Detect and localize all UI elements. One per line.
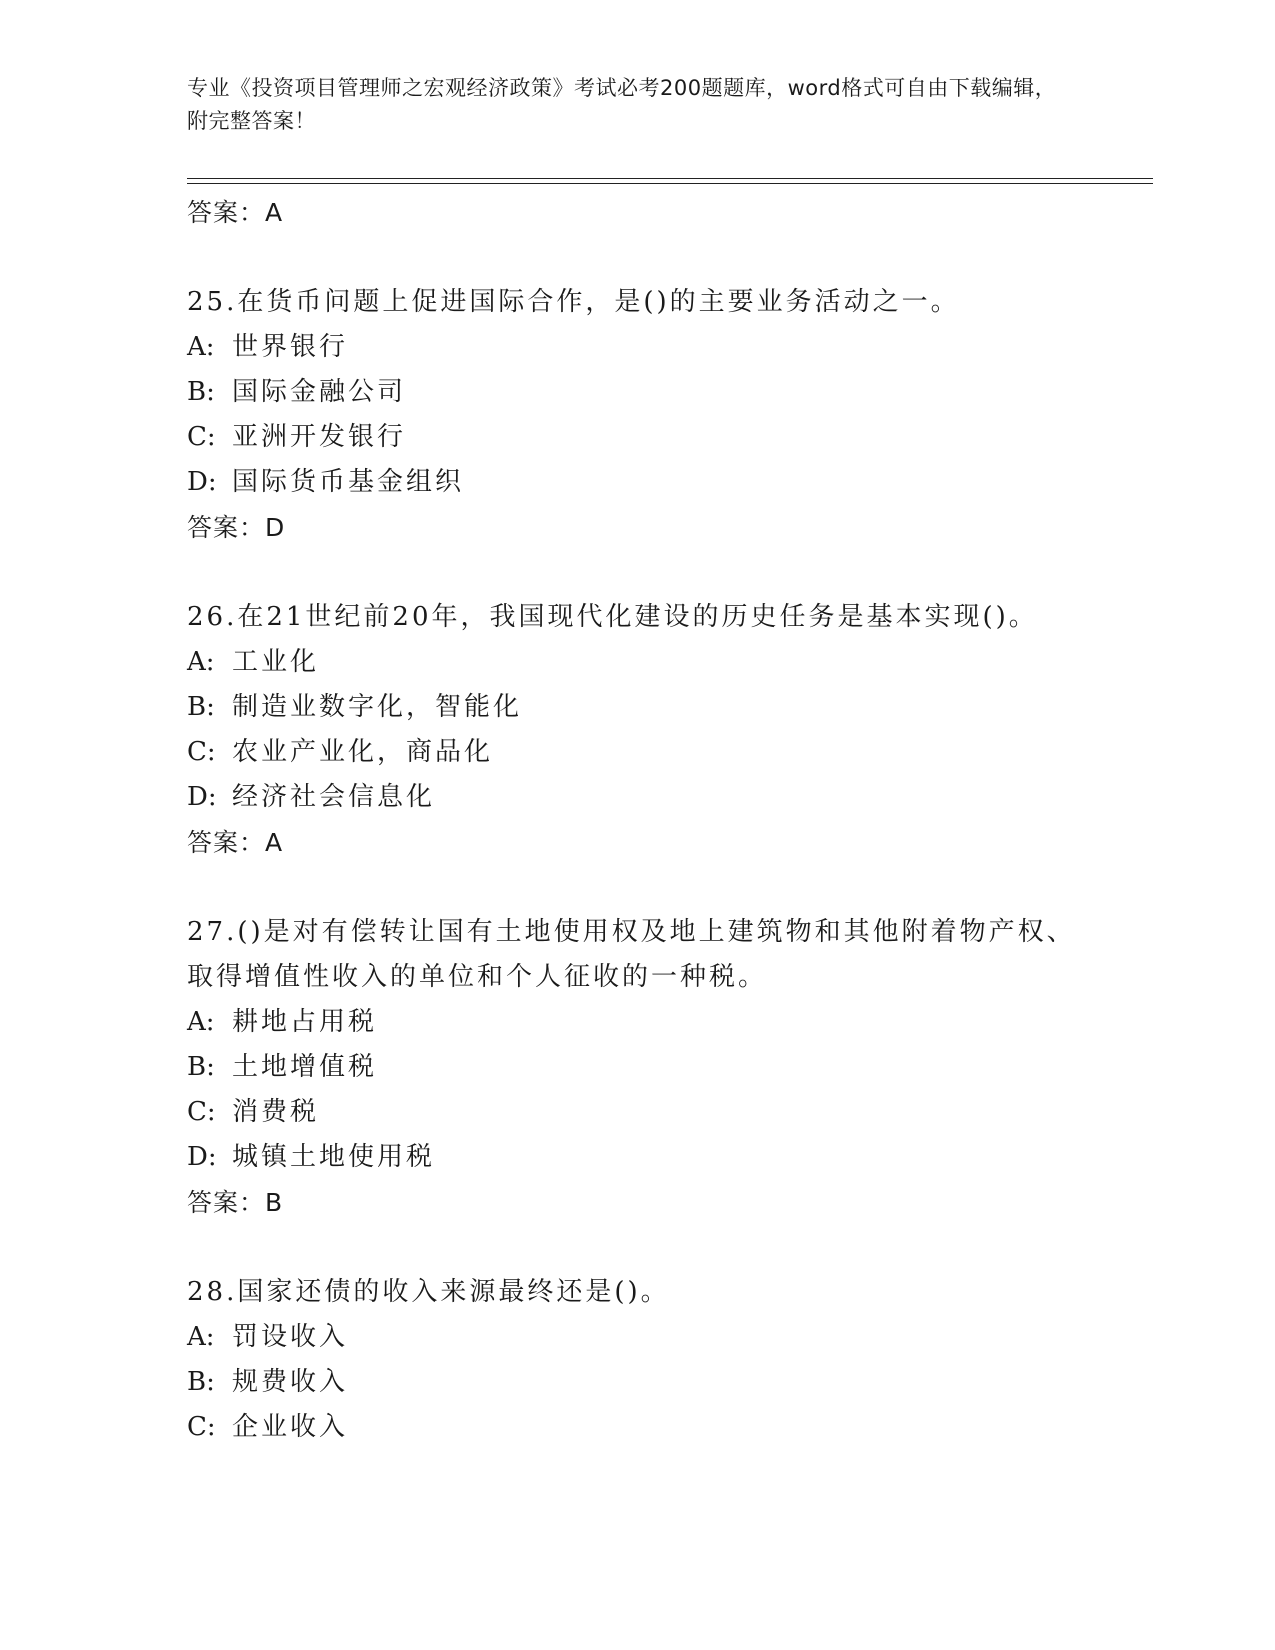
option-letter: B: (187, 1052, 215, 1082)
option-c (187, 1405, 1087, 1450)
option-b (187, 370, 1087, 415)
option-letter: A: (187, 1007, 215, 1037)
option-letter: C: (187, 1412, 216, 1442)
option-letter: D: (187, 782, 217, 812)
header-rule-bottom (187, 183, 1153, 184)
question-28 (187, 1270, 1087, 1450)
option-letter: C: (187, 737, 216, 767)
option-text: 亚洲开发银行 (232, 422, 407, 452)
header-rule-top (187, 178, 1153, 179)
option-d (187, 460, 1087, 505)
option-text: 经济社会信息化 (232, 782, 436, 812)
option-text: 企业收入 (232, 1412, 349, 1442)
option-text: 耕地占用税 (232, 1007, 378, 1037)
option-text: 规费收入 (232, 1367, 349, 1397)
option-text: 城镇土地使用税 (232, 1142, 436, 1172)
option-d (187, 1135, 1087, 1180)
option-letter: B: (187, 377, 215, 407)
answer-line: 答案：D (187, 513, 286, 542)
option-letter: D: (187, 1142, 217, 1172)
option-text: 罚设收入 (232, 1322, 349, 1352)
option-text: 工业化 (232, 647, 320, 677)
question-list (187, 190, 1087, 1450)
question-26 (187, 595, 1087, 865)
question-25 (187, 280, 1087, 550)
option-letter: A: (187, 332, 215, 362)
option-letter: D: (187, 467, 217, 497)
option-b (187, 1360, 1087, 1405)
answer-line: 答案：A (187, 828, 284, 857)
option-letter: A: (187, 647, 215, 677)
option-text: 世界银行 (232, 332, 349, 362)
question-27 (187, 910, 1087, 1225)
option-text: 土地增值税 (232, 1052, 378, 1082)
question-stem: 26.在21世纪前20年，我国现代化建设的历史任务是基本实现()。 (187, 602, 1038, 632)
option-c (187, 415, 1087, 460)
option-a (187, 325, 1087, 370)
question-stem: 27.()是对有偿转让国有土地使用权及地上建筑物和其他附着物产权、取得增值性收入的单位和个人征收的一种税。 (187, 917, 1076, 992)
option-a (187, 1315, 1087, 1360)
option-letter: B: (187, 1367, 215, 1397)
option-text: 制造业数字化，智能化 (232, 692, 523, 722)
question-stem: 25.在货币问题上促进国际合作，是()的主要业务活动之一。 (187, 287, 960, 317)
option-letter: B: (187, 692, 215, 722)
option-text: 消费税 (232, 1097, 320, 1127)
option-letter: C: (187, 422, 216, 452)
header-intro: 专业《投资项目管理师之宏观经济政策》考试必考200题题库，word格式可自由下载编辑，附完整答案！ (187, 76, 1057, 133)
option-text: 农业产业化，商品化 (232, 737, 494, 767)
question-stem: 28.国家还债的收入来源最终还是()。 (187, 1277, 670, 1307)
option-a (187, 640, 1087, 685)
option-b (187, 1045, 1087, 1090)
option-letter: A: (187, 1322, 215, 1352)
option-text: 国际金融公司 (232, 377, 407, 407)
option-c (187, 730, 1087, 775)
answer-line: 答案：A (187, 198, 284, 227)
option-c (187, 1090, 1087, 1135)
option-letter: C: (187, 1097, 216, 1127)
option-a (187, 1000, 1087, 1045)
option-b (187, 685, 1087, 730)
answer-line: 答案：B (187, 1188, 284, 1217)
option-d (187, 775, 1087, 820)
document-header (187, 72, 1067, 138)
option-text: 国际货币基金组织 (232, 467, 465, 497)
